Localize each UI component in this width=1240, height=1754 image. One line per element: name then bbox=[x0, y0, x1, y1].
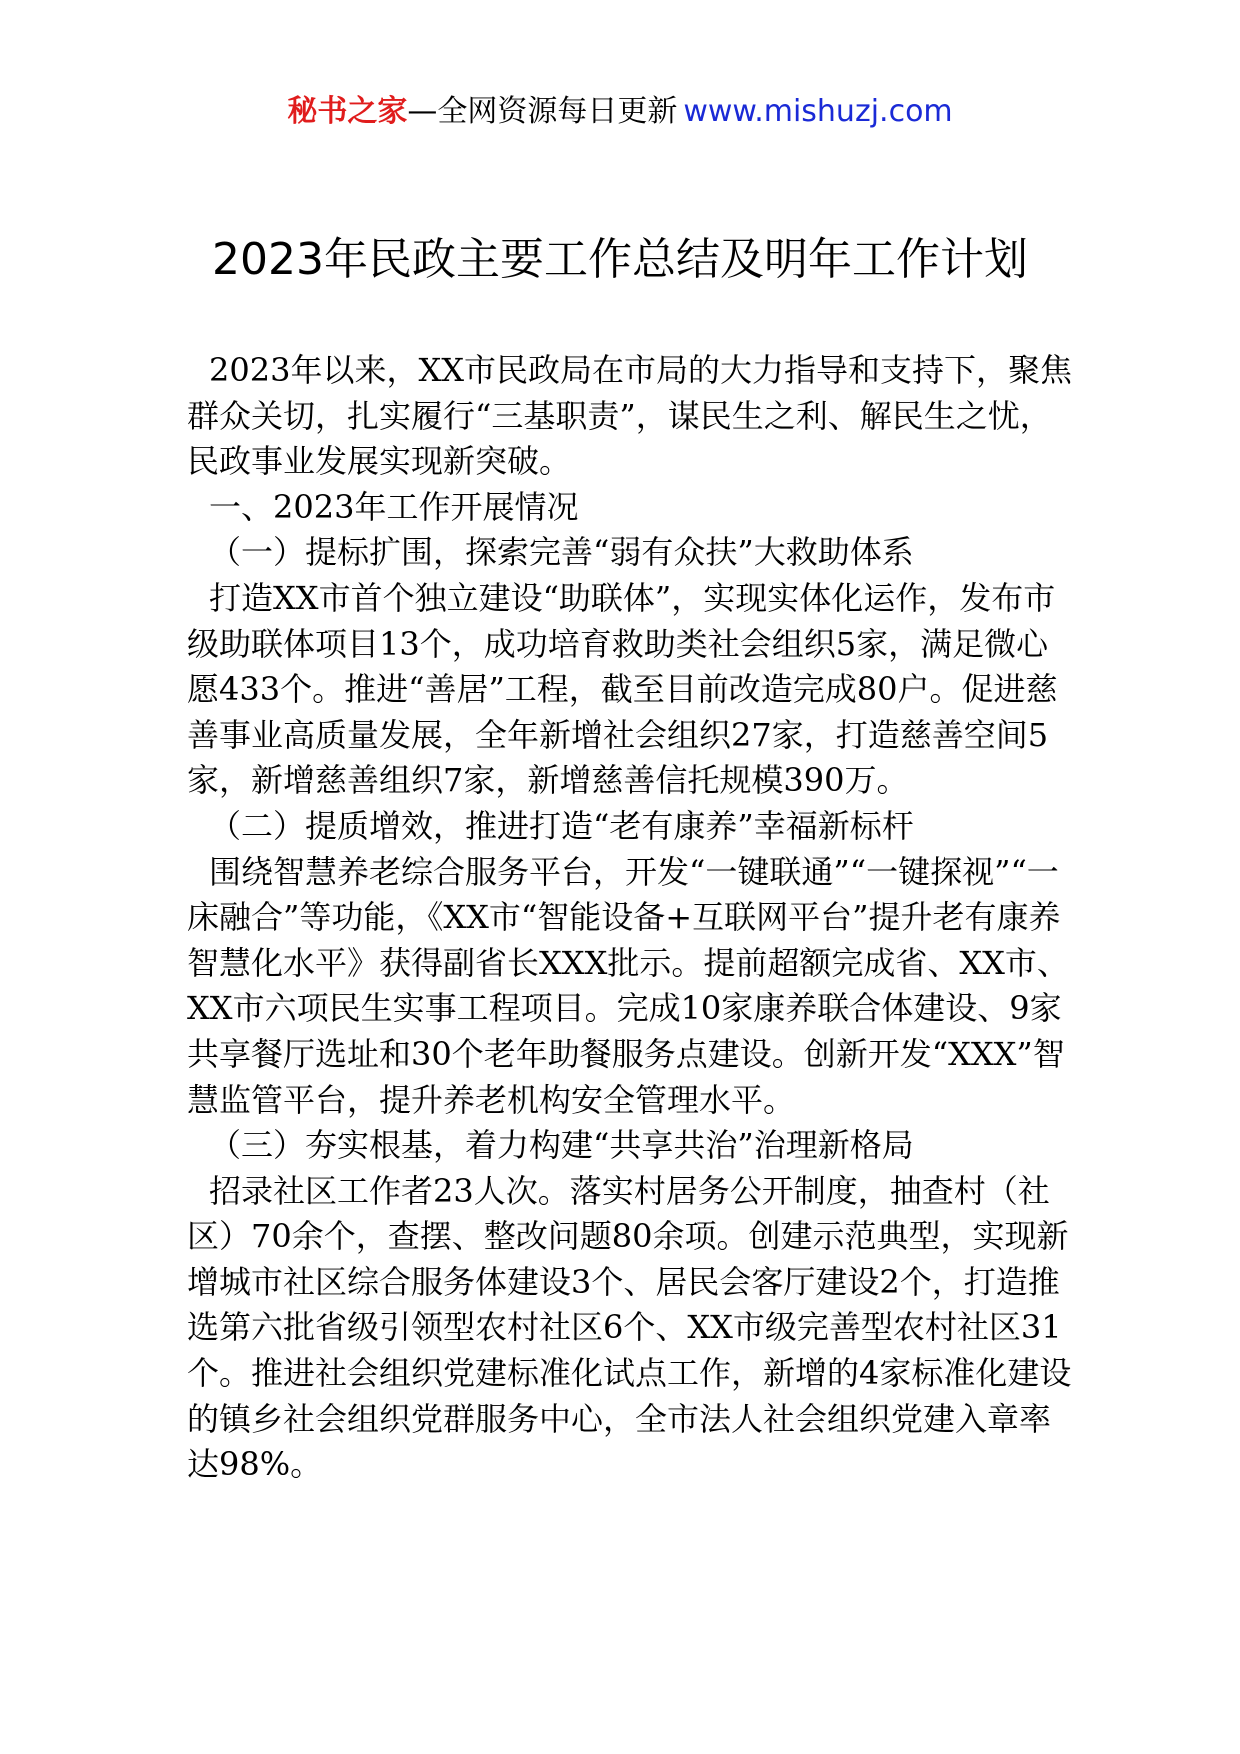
intro-paragraph: 2023年以来，XX市民政局在市局的大力指导和支持下，聚焦群众关切，扎实履行“三基职责”，谋民生之利、解民生之忧，民政事业发展实现新突破。 bbox=[187, 351, 1073, 481]
section-heading-1: 一、2023年工作开展情况 bbox=[209, 487, 579, 526]
subsection-body-3: 招录社区工作者23人次。落实村居务公开制度，抽查村（社区）70余个，查摆、整改问题80余项。创建示范典型，实现新增城市社区综合服务体建设3个、居民会客厅建设2个，打造推选第六批省级引领型农村社区6个、XX市级完善型农村社区31个。推进社会组织党建标准化试点工作，新增的4家标准化建设的镇乡社会组织党群服务中心，全市法人社会组织党建入章率达98%。 bbox=[187, 1171, 1072, 1484]
subsection-heading-1: （一）提标扩围，探索完善“弱有众扶”大救助体系 bbox=[209, 533, 914, 572]
document-body bbox=[187, 348, 1075, 1488]
subsection-body-2: 围绕智慧养老综合服务平台，开发“一键联通”“一键探视”“一床融合”等功能，《XX市“智能设备+互联网平台”提升老有康养智慧化水平》获得副省长XXX批示。提前超额完成省、XX市、XX市六项民生实事工程项目。完成10家康养联合体建设、9家共享餐厅选址和30个老年助餐服务点建设。创新开发“XXX”智慧监管平台，提升养老机构安全管理水平。 bbox=[187, 852, 1069, 1119]
subsection-body-1: 打造XX市首个独立建设“助联体”，实现实体化运作，发布市级助联体项目13个，成功培育救助类社会组织5家，满足微心愿433个。推进“善居”工程，截至目前改造完成80户。促进慈善事业高质量发展，全年新增社会组织27家，打造慈善空间5家，新增慈善组织7家，新增慈善信托规模390万。 bbox=[187, 578, 1058, 800]
document-title: 2023年民政主要工作总结及明年工作计划 bbox=[212, 234, 1028, 285]
site-tagline: —全网资源每日更新 bbox=[407, 94, 678, 129]
subsection-heading-3: （三）夯实根基，着力构建“共享共治”治理新格局 bbox=[209, 1126, 914, 1165]
site-url-link[interactable]: www.mishuzj.com bbox=[683, 94, 953, 129]
subsection-heading-2: （二）提质增效，推进打造“老有康养”幸福新标杆 bbox=[209, 806, 914, 845]
site-header bbox=[0, 92, 1240, 132]
site-brand: 秘书之家 bbox=[287, 94, 408, 129]
